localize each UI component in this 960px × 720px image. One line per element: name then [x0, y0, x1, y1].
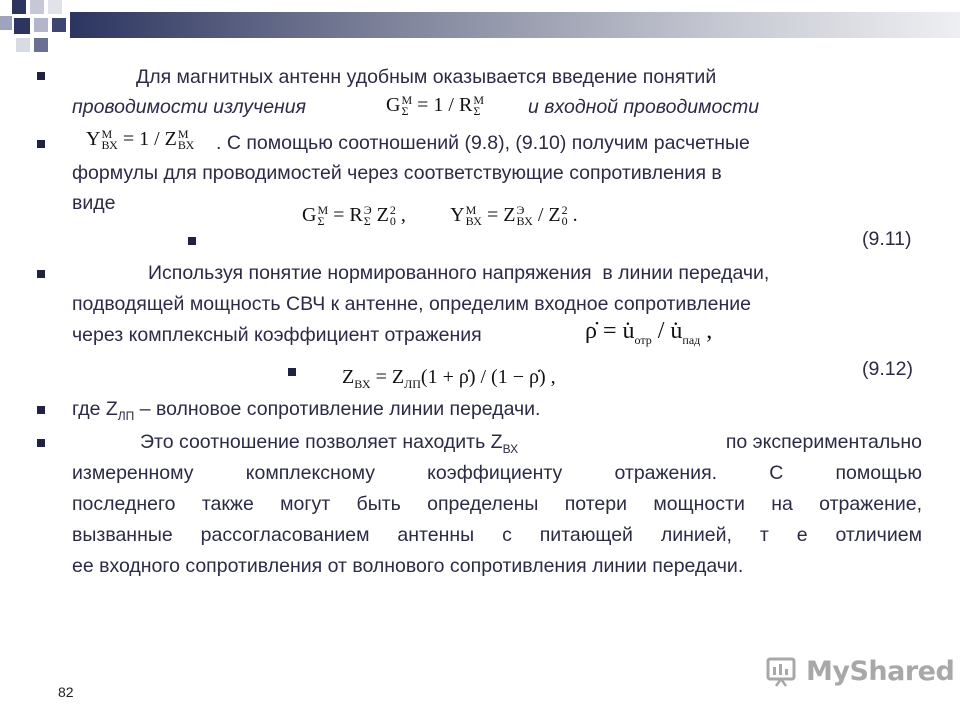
- paragraph-5-line-3: последнего также могут быть определены потери мощности на отражение,: [72, 493, 922, 515]
- paragraph-3-line-3: через комплексный коэффициент отражения: [72, 324, 482, 346]
- paragraph-5-line-2: измеренному комплексному коэффициенту отражения. С помощью: [72, 462, 922, 484]
- paragraph-1-line-2b: и входной проводимости: [528, 96, 760, 118]
- bullet: [37, 439, 45, 447]
- formula-input-admittance: Y M ВХ = 1 / Z M ВХ: [86, 127, 195, 153]
- formula-9-11: G M Σ = R Э Σ Z 2 0 , Y M ВХ = Z Э ВХ / Z 2 0 .: [302, 203, 578, 229]
- formula-9-12: $Z_{ВХ} = Z_{ЛП}(1$ + ρ̇) / (1 − ρ̇) ,: [342, 366, 556, 391]
- paragraph-2-line-1: . С помощью соотношений (9.8), (9.10) получим расчетные: [216, 132, 750, 154]
- paragraph-4-post: – волновое сопротивление линии передачи.: [134, 398, 541, 420]
- paragraph-2-line-3: виде: [72, 192, 116, 214]
- deco-square: [48, 0, 62, 14]
- formula-reflection-coefficient: ρ̇ = $u̇_{отр}$ / $u̇_{пад}$ ,: [585, 318, 713, 347]
- paragraph-3-line-1: Используя понятие нормированного напряжения в линии передачи,: [148, 262, 770, 284]
- paragraph-2-line-2: формулы для проводимостей через соответствующие сопротивления в: [72, 162, 722, 184]
- deco-square: [34, 18, 48, 32]
- bullet: [188, 237, 196, 245]
- header-bar: [70, 12, 960, 38]
- watermark-logo: [766, 656, 954, 687]
- deco-square: [16, 38, 30, 52]
- bullet: [37, 72, 45, 80]
- page-number: 82: [58, 684, 74, 700]
- paragraph-5-line-5: ее входного сопротивления от волнового сопротивления линии передачи.: [72, 555, 744, 577]
- paragraph-4-sub: ЛП: [117, 408, 135, 423]
- paragraph-5-line-4: вызванные рассогласованием антенны с питающей линией, т е отличием: [72, 524, 922, 546]
- deco-square: [0, 16, 12, 30]
- paragraph-5-line-1-post: по экспериментально: [725, 431, 922, 453]
- formula-radiation-conductance: G M Σ = 1 / R M Σ: [386, 93, 484, 119]
- equation-number-9-12: (9.12): [862, 358, 913, 380]
- bullet: [288, 368, 296, 376]
- bullet: [37, 140, 45, 148]
- paragraph-1-line-1: Для магнитных антенн удобным оказывается введение понятий: [136, 66, 717, 88]
- bullet: [37, 406, 45, 414]
- paragraph-5-line-1-pre-text: Это соотношение позволяет находить Z: [140, 431, 503, 453]
- deco-square: [14, 18, 30, 34]
- paragraph-1-line-2a: проводимости излучения: [72, 96, 307, 118]
- equation-number-9-11: (9.11): [862, 228, 912, 250]
- deco-square: [30, 0, 44, 14]
- deco-square: [52, 18, 66, 32]
- watermark-text: MyShared: [806, 656, 955, 687]
- deco-square: [12, 0, 26, 14]
- paragraph-5-line-1-sub: ВХ: [502, 441, 519, 456]
- deco-square: [34, 38, 48, 52]
- bullet: [37, 270, 45, 278]
- presentation-icon: [766, 657, 800, 687]
- paragraph-4-pre: где Z: [72, 398, 118, 420]
- paragraph-3-line-2: подводящей мощность СВЧ к антенне, определим входное сопротивление: [72, 293, 751, 315]
